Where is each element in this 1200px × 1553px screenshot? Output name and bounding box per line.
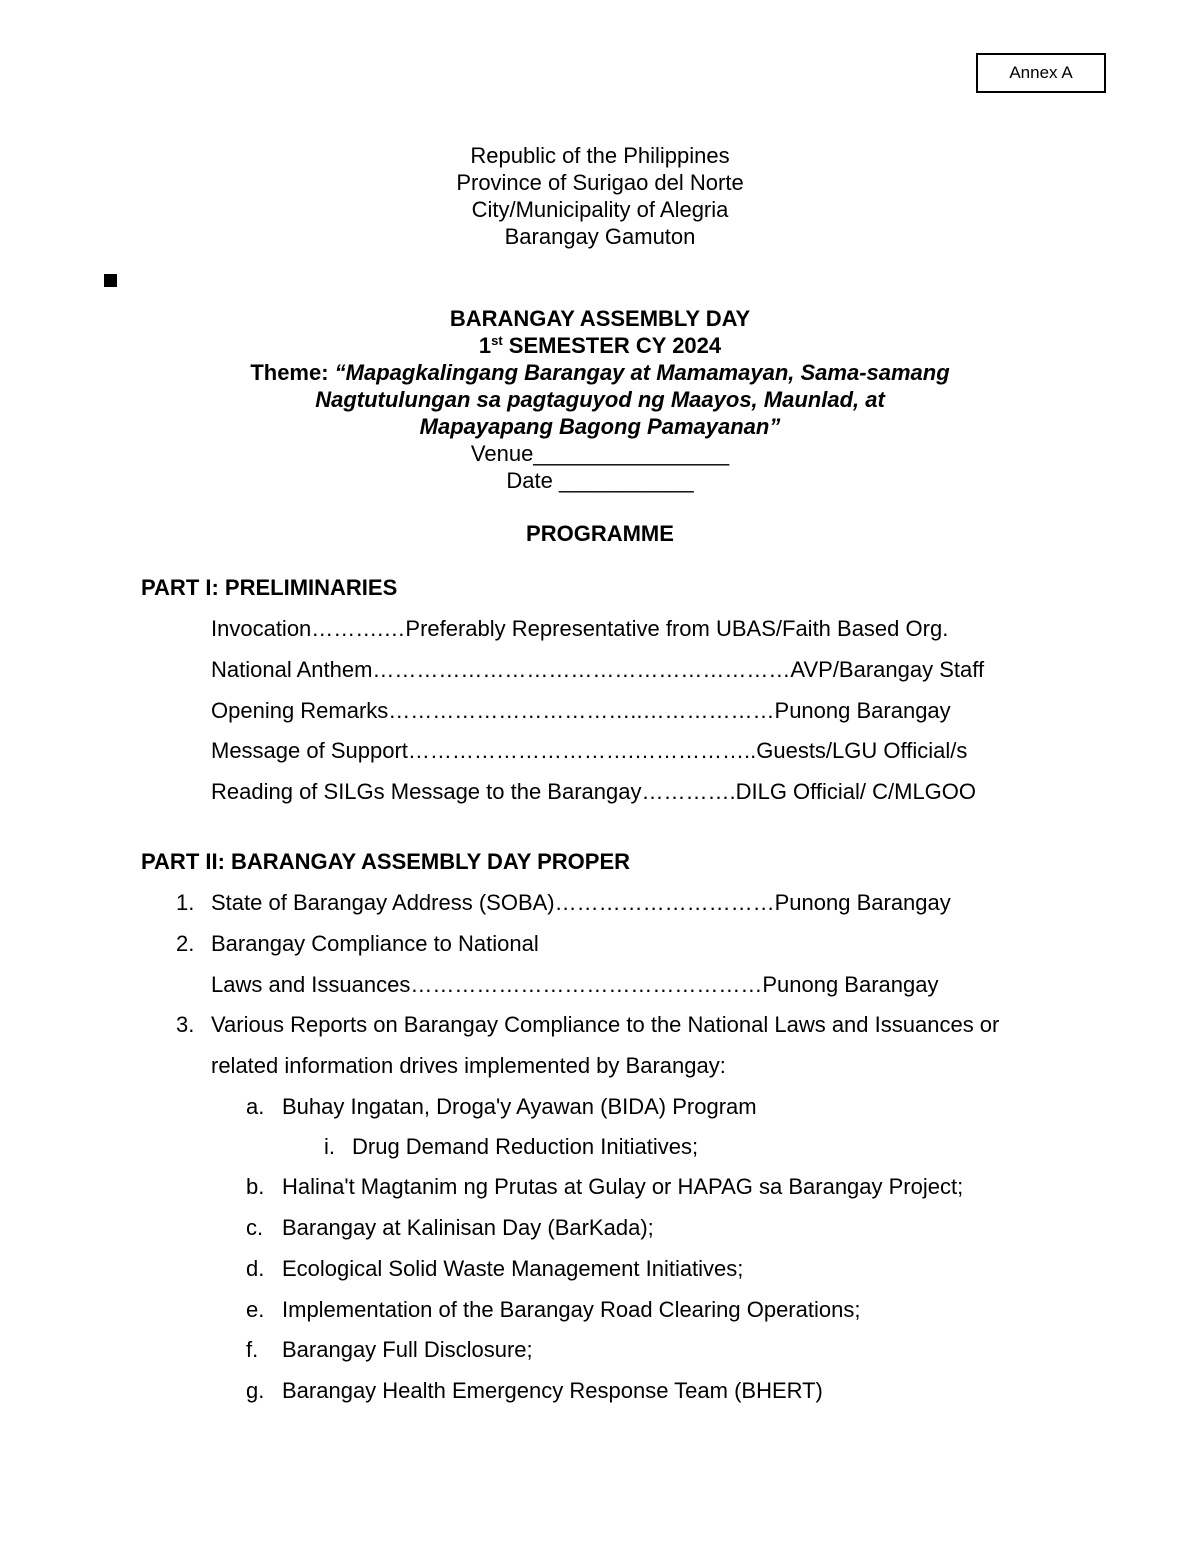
sub-item-full-disclosure: Barangay Full Disclosure;: [282, 1337, 533, 1362]
sub-item-bida: Buhay Ingatan, Droga'y Ayawan (BIDA) Program: [282, 1094, 757, 1119]
sub-item-label: g.: [246, 1378, 265, 1403]
document-header: [0, 142, 1200, 250]
sub-sub-item-label: i.: [324, 1134, 335, 1159]
sub-item-label: e.: [246, 1297, 265, 1322]
date-field: Date ___________: [506, 468, 694, 493]
sub-item-label: a.: [246, 1094, 265, 1119]
theme-label: Theme:: [250, 360, 335, 385]
header-line-republic: Republic of the Philippines: [470, 143, 730, 168]
annex-label-box: Annex A: [976, 53, 1106, 93]
part1-item-anthem: National Anthem…………………………………………………AVP/Barangay Staff: [211, 657, 985, 682]
theme-line-2: [0, 386, 1200, 413]
list-number: 3.: [176, 1012, 195, 1037]
sub-item-road-clearing: Implementation of the Barangay Road Clearing Operations;: [282, 1297, 861, 1322]
part1-item-opening-remarks: Opening Remarks……………………………..………………Punong Barangay: [211, 698, 951, 723]
part2-item-compliance-line1: Barangay Compliance to National: [211, 931, 539, 956]
part2-item-soba: State of Barangay Address (SOBA)…………………………Punong Barangay: [211, 890, 951, 915]
part2-item-reports-line1: Various Reports on Barangay Compliance to the National Laws and Issuances or: [211, 1012, 1000, 1037]
theme-text-3: Mapayapang Bagong Pamayanan”: [419, 414, 781, 439]
semester-text: SEMESTER CY 2024: [502, 333, 722, 358]
sub-item-label: d.: [246, 1256, 265, 1281]
part1-heading: PART I: PRELIMINARIES: [141, 575, 398, 600]
part2-heading: PART II: BARANGAY ASSEMBLY DAY PROPER: [141, 849, 631, 874]
programme-heading: PROGRAMME: [526, 521, 674, 546]
semester-line: [0, 332, 1200, 359]
part1-item-message-support: Message of Support………………………….……………..Guests/LGU Official/s: [211, 738, 968, 763]
theme-text-1: “Mapagkalingang Barangay at Mamamayan, Sama-samang: [334, 360, 950, 385]
event-title: BARANGAY ASSEMBLY DAY: [449, 306, 751, 331]
theme-line-3: [0, 413, 1200, 440]
header-line-barangay: Barangay Gamuton: [504, 224, 696, 249]
theme-line-1: [0, 359, 1200, 386]
sub-item-hapag: Halina't Magtanim ng Prutas at Gulay or HAPAG sa Barangay Project;: [282, 1174, 964, 1199]
square-bullet-icon: [104, 274, 117, 287]
sub-item-solid-waste: Ecological Solid Waste Management Initiatives;: [282, 1256, 744, 1281]
header-line-municipality: City/Municipality of Alegria: [471, 197, 729, 222]
list-number: 1.: [176, 890, 195, 915]
header-line-province: Province of Surigao del Norte: [456, 170, 744, 195]
sub-item-label: b.: [246, 1174, 265, 1199]
semester-number: 1: [478, 333, 492, 358]
sub-item-bhert: Barangay Health Emergency Response Team (BHERT): [282, 1378, 823, 1403]
list-number: 2.: [176, 931, 195, 956]
part2-item-compliance-line2: Laws and Issuances…………………………………………Punong Barangay: [211, 972, 939, 997]
event-title-block: [0, 305, 1200, 494]
part1-item-silg-message: Reading of SILGs Message to the Barangay………….DILG Official/ C/MLGOO: [211, 779, 977, 804]
sub-sub-item-drug-demand: Drug Demand Reduction Initiatives;: [352, 1134, 699, 1159]
sub-item-label: c.: [246, 1215, 264, 1240]
theme-text-2: Nagtutulungan sa pagtaguyod ng Maayos, Maunlad, at: [315, 387, 885, 412]
part2-item-reports-line2: related information drives implemented by Barangay:: [211, 1053, 726, 1078]
semester-suffix: st: [491, 333, 503, 348]
part1-item-invocation: Invocation……….…Preferably Representative from UBAS/Faith Based Org.: [211, 616, 949, 641]
sub-item-barkada: Barangay at Kalinisan Day (BarKada);: [282, 1215, 654, 1240]
venue-field: Venue________________: [470, 441, 730, 466]
sub-item-label: f.: [246, 1337, 259, 1362]
